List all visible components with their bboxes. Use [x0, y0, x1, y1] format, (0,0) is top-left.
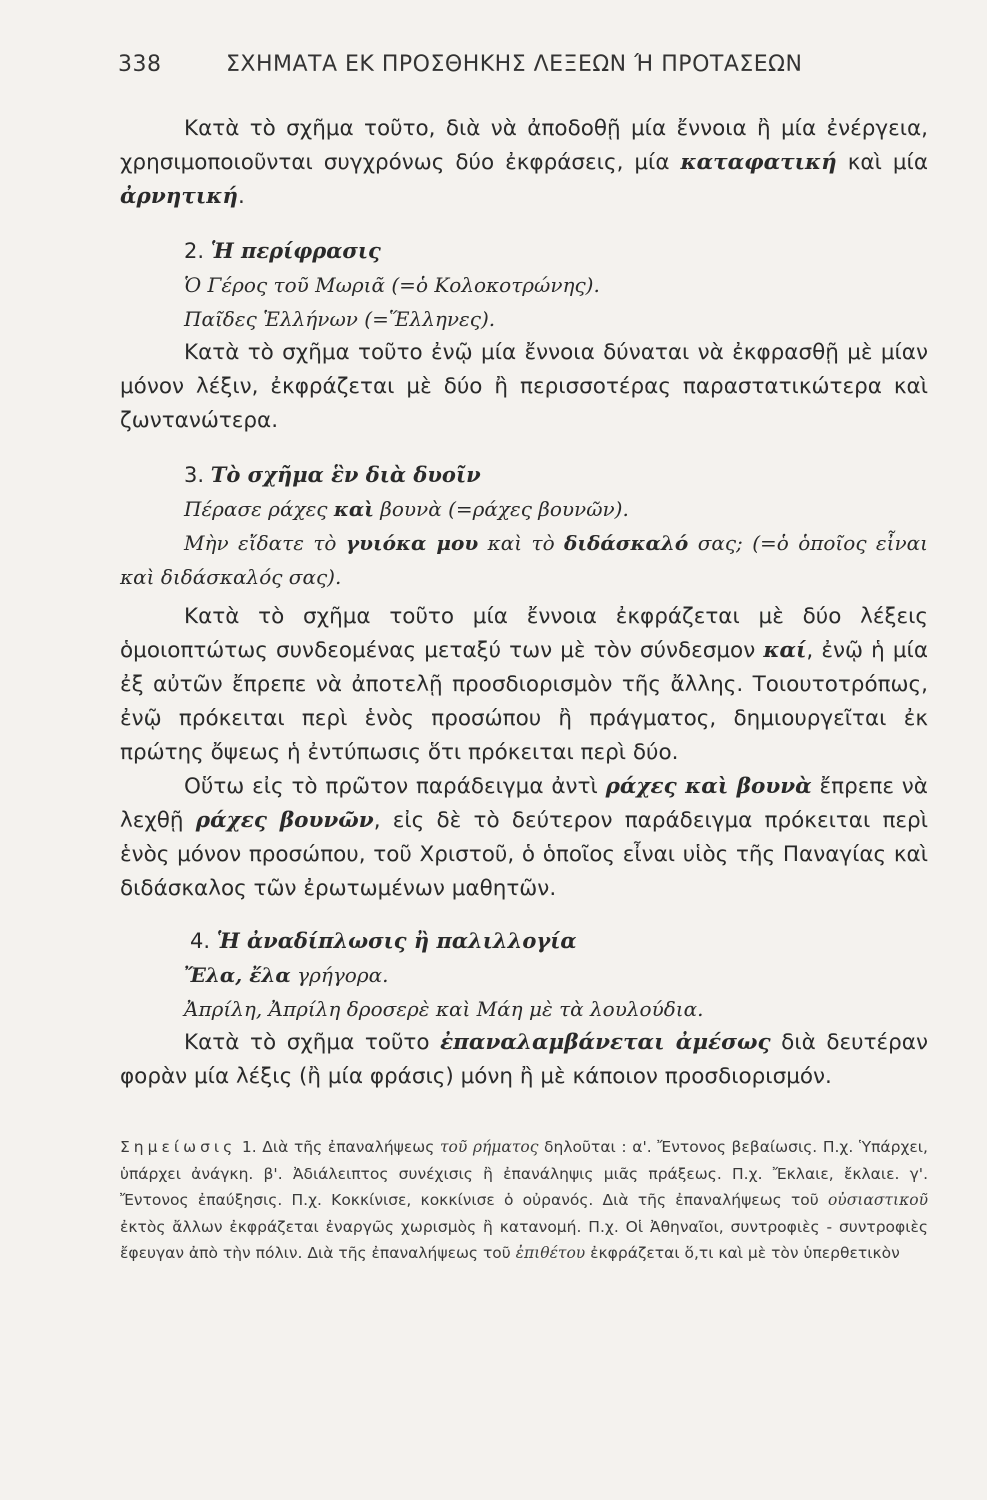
negative-term: ἀρνητική	[120, 184, 239, 209]
section-title: Ἡ περίφρασις	[210, 238, 381, 263]
section-number: 2.	[184, 239, 211, 263]
section-3-paragraph-1	[120, 600, 928, 770]
example-line	[120, 526, 928, 594]
example-emph: Ἔλα, ἔλα	[184, 963, 291, 987]
affirmative-term: καταφατική	[680, 150, 837, 175]
example-emph: γυιόκα μου	[345, 531, 479, 555]
intro-paragraph	[120, 112, 928, 214]
section-number: 4.	[190, 929, 217, 953]
example-line: Ἀπρίλη, Ἀπρίλη δροσερὲ καὶ Μάη μὲ τὰ λουλούδια.	[184, 997, 704, 1021]
running-header	[118, 52, 838, 82]
body-text: ἔπρεπε νὰ λεχθῇ	[120, 774, 928, 833]
body-text: Κατὰ τὸ σχῆμα τοῦτο	[184, 1030, 441, 1055]
intro-text: καὶ μία	[836, 150, 928, 175]
section-title: Τὸ σχῆμα ἓν διὰ δυοῖν	[210, 462, 481, 487]
page-number: 338	[118, 52, 162, 77]
example-reference: ράχες βουνῶν	[195, 808, 374, 833]
example-line	[120, 958, 928, 992]
running-title: ΣΧΗΜΑΤΑ ΕΚ ΠΡΟΣΘΗΚΗΣ ΛΕΞΕΩΝ Ή ΠΡΟΤΑΣΕΩΝ	[226, 52, 803, 77]
body-text: , εἰς δὲ τὸ δεύτερον παράδειγμα πρόκειται περὶ ἑνὸς μόνον προσώπου, τοῦ Χριστοῦ, ὁ ὁποῖος εἶναι υἱὸς τῆς Παναγίας καὶ διδάσκαλος τῶν ἐρωτωμένων μαθητῶν.	[120, 808, 928, 901]
section-2-paragraph: Κατὰ τὸ σχῆμα τοῦτο ἐνῷ μία ἔννοια δύναται νὰ ἐκφρασθῇ μὲ μίαν μόνον λέξιν, ἐκφράζεται μὲ δύο ἢ περισσοτέρας παραστατικώτερα καὶ ζωντανώτερα.	[120, 340, 928, 433]
example-line: Ὁ Γέρος τοῦ Μωριᾶ (=ὁ Κολοκοτρώνης).	[184, 273, 600, 297]
footnote-text: 1. Διὰ τῆς ἐπαναλήψεως	[236, 1138, 440, 1156]
example-text: σας; (=ὁ ὁποῖος εἶναι καὶ διδάσκαλός σας).	[120, 531, 929, 589]
intro-text: .	[238, 184, 245, 209]
footnote-text: ἐκτὸς ἄλλων ἐκφράζεται ἐναργῶς χωρισμὸς ἢ κατανομή. Π.χ. Οἱ Ἀθηναῖοι, συντροφιὲς - συντροφιὲς ἔφευγαν ἀπὸ τὴν πόλιν. Διὰ τῆς ἐπαναλήψεως τοῦ	[120, 1217, 928, 1262]
section-3-paragraph-2	[120, 770, 928, 906]
example-text: γρήγορα.	[290, 963, 389, 987]
section-heading-4	[190, 924, 928, 958]
body-text: Οὕτω εἰς τὸ πρῶτον παράδειγμα ἀντὶ	[184, 774, 606, 799]
body-text: , ἐνῷ ἡ μία ἐξ αὐτῶν ἔπρεπε νὰ ἀποτελῇ προσδιορισμὸν τῆς ἄλλης. Τοιουτοτρόπως, ἐνῷ πρόκειται περὶ ἑνὸς προσώπου ἢ πράγματος, δημιουργεῖται ἐκ πρώτης ὄψεως ἡ ἐντύπωσις ὅτι πρόκειται περὶ δύο.	[120, 638, 928, 765]
example-text: καὶ τὸ	[478, 531, 565, 555]
intro-text: Κατὰ τὸ σχῆμα τοῦτο, διὰ νὰ ἀποδοθῇ μία ἔννοια ἢ μία ἐνέργεια, χρησιμοποιοῦνται συγχρόνως δύο ἐκφράσεις, μία	[120, 116, 928, 175]
page-body	[120, 112, 928, 1267]
example-text: βουνὰ (=ράχες βουνῶν).	[373, 497, 629, 521]
section-title: Ἡ ἀναδίπλωσις ἢ παλιλλογία	[216, 928, 577, 953]
footnote-text: ἐκφράζεται ὅ,τι καὶ μὲ τὸν ὑπερθετικὸν	[585, 1244, 900, 1262]
example-text: Μὴν εἴδατε τὸ	[184, 531, 346, 555]
footnote-term: τοῦ ρήματος	[439, 1138, 539, 1156]
footnote-label: Σημείωσις	[120, 1138, 237, 1156]
example-line	[120, 492, 928, 526]
footnote-text: δηλοῦται : α'. Ἔντονος βεβαίωσις. Π.χ. Ὑπάρχει, ὑπάρχει ἀνάγκη. β'. Ἀδιάλειπτος συνέχισις ἢ ἐπανάληψις μιᾶς πράξεως. Π.χ. Ἔκλαιε, ἔκλαιε. γ'. Ἔντονος ἐπαύξησις. Π.χ. Κοκκίνισε, κοκκίνισε ὁ οὐρανός. Διὰ τῆς ἐπαναλήψεως τοῦ	[120, 1138, 928, 1209]
section-heading-2	[184, 234, 928, 268]
body-text: Κατὰ τὸ σχῆμα τοῦτο μία ἔννοια ἐκφράζεται μὲ δύο λέξεις ὁμοιοπτώτως συνδεομένας μεταξύ των μὲ τὸν σύνδεσμον	[120, 604, 928, 663]
body-text: διὰ δευτέραν φορὰν μία λέξις (ἢ μία φράσις) μόνη ἢ μὲ κάποιον προσδιορισμόν.	[120, 1030, 928, 1089]
section-number: 3.	[184, 463, 211, 487]
conjunction-term: καί	[763, 638, 807, 663]
example-text: Πέρασε ράχες	[184, 497, 334, 521]
example-emph: διδάσκαλό	[564, 531, 689, 555]
example-line: Παῖδες Ἑλλήνων (=Ἕλληνες).	[184, 307, 496, 331]
example-reference: ράχες καὶ βουνὰ	[605, 774, 812, 799]
section-heading-3	[184, 458, 928, 492]
footnote-term: οὐσιαστικοῦ	[827, 1191, 928, 1209]
example-emph: καὶ	[333, 497, 374, 521]
section-4-paragraph	[120, 1026, 928, 1094]
emphasized-phrase: ἐπαναλαμβάνεται ἀμέσως	[440, 1030, 771, 1055]
footnote-term: ἐπιθέτου	[515, 1244, 586, 1262]
footnote	[120, 1134, 928, 1267]
